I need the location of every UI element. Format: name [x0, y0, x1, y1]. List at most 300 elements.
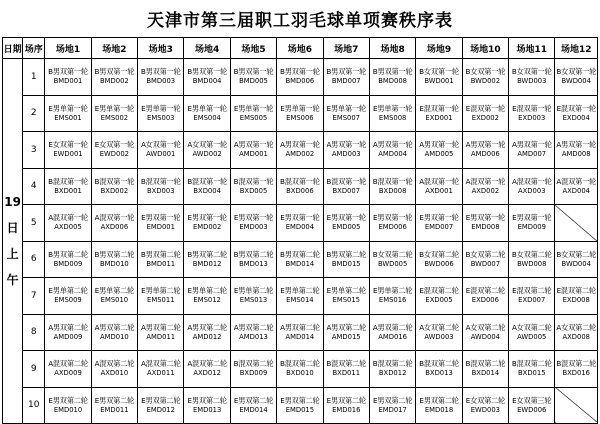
- match-event: E男单第二轮: [280, 286, 320, 296]
- match-code: EMS007: [332, 113, 360, 122]
- match-event: E男双第二轮: [280, 395, 320, 405]
- match-code: EWD006: [517, 405, 547, 414]
- match-cell: [184, 168, 230, 205]
- order-cell: 4: [23, 168, 45, 205]
- match-cell: [462, 314, 508, 351]
- match-cell: [138, 132, 184, 169]
- match-event: A混双第一轮: [511, 176, 552, 186]
- match-cell: [369, 241, 415, 278]
- match-code: EMS014: [286, 296, 314, 305]
- match-code: AXD011: [147, 369, 175, 378]
- match-cell: [184, 387, 230, 424]
- match-event: E混双第二轮: [512, 286, 552, 296]
- match-cell: [323, 132, 369, 169]
- match-event: B混双第二轮: [280, 359, 320, 369]
- match-cell: [509, 241, 555, 278]
- match-event: B男双第一轮: [280, 67, 320, 77]
- match-event: E男双第二轮: [419, 395, 459, 405]
- match-event: A混双第二轮: [94, 359, 135, 369]
- match-event: E混双第一轮: [556, 103, 596, 113]
- match-code: BXD015: [518, 369, 546, 378]
- match-code: EMS011: [147, 296, 175, 305]
- match-event: B女双第二轮: [511, 249, 552, 259]
- match-cell: [277, 314, 323, 351]
- match-code: AWD002: [192, 150, 222, 159]
- match-cell: [509, 132, 555, 169]
- match-cell: [91, 314, 137, 351]
- header-court-11: 场地11: [509, 38, 555, 59]
- match-event: E混双第一轮: [465, 103, 506, 113]
- match-cell: [277, 205, 323, 242]
- match-code: BXD003: [147, 186, 175, 195]
- match-cell: [416, 132, 462, 169]
- match-event: E男单第二轮: [373, 286, 413, 296]
- header-court-12: 场地12: [555, 38, 598, 59]
- match-event: E男双第二轮: [233, 395, 274, 405]
- match-code: EMD005: [332, 223, 361, 232]
- match-code: AMD012: [192, 332, 222, 341]
- match-event: E混双第一轮: [419, 103, 459, 113]
- match-cell: [138, 314, 184, 351]
- match-cell: [138, 205, 184, 242]
- match-code: BWD002: [470, 77, 501, 86]
- match-cell: [45, 59, 91, 96]
- match-event: B女双第二轮: [556, 249, 597, 259]
- match-code: EMS005: [239, 113, 268, 122]
- match-code: BXD010: [286, 369, 314, 378]
- match-code: BXD007: [332, 186, 361, 195]
- match-event: B男双第二轮: [280, 249, 320, 259]
- match-event: E男双第一轮: [187, 213, 227, 223]
- match-event: B男双第二轮: [233, 249, 274, 259]
- match-event: A男双第一轮: [511, 140, 552, 150]
- match-cell: [416, 278, 462, 315]
- match-code: AMD010: [100, 332, 129, 341]
- match-event: E男双第二轮: [94, 395, 135, 405]
- match-code: AMD007: [517, 150, 547, 159]
- match-cell: [323, 95, 369, 132]
- match-event: B混双第一轮: [187, 176, 227, 186]
- date-char: 日: [6, 221, 19, 235]
- header-court-10: 场地10: [462, 38, 508, 59]
- match-cell: [45, 387, 91, 424]
- match-code: AWD005: [517, 332, 547, 341]
- match-event: A女双第二轮: [511, 322, 552, 332]
- match-cell: [323, 278, 369, 315]
- match-code: AWD003: [424, 332, 454, 341]
- match-cell: [369, 205, 415, 242]
- match-event: A男双第二轮: [326, 322, 367, 332]
- match-event: E混双第二轮: [419, 286, 459, 296]
- match-cell: [555, 59, 598, 96]
- header-court-8: 场地8: [369, 38, 415, 59]
- header-court-9: 场地9: [416, 38, 462, 59]
- match-cell: [277, 168, 323, 205]
- match-cell: [230, 387, 276, 424]
- match-cell: [230, 278, 276, 315]
- match-cell: [509, 205, 555, 242]
- match-event: E男双第一轮: [280, 213, 320, 223]
- match-code: BMD007: [331, 77, 361, 86]
- match-event: B男双第一轮: [326, 67, 367, 77]
- match-event: E男双第一轮: [465, 213, 506, 223]
- match-event: A混双第一轮: [556, 176, 597, 186]
- match-event: E混双第二轮: [556, 286, 596, 296]
- header-row: [3, 38, 598, 59]
- match-event: A混双第二轮: [187, 359, 227, 369]
- match-cell: [45, 95, 91, 132]
- match-cell: [138, 95, 184, 132]
- match-event: B混双第一轮: [94, 176, 135, 186]
- match-cell: [138, 387, 184, 424]
- match-event: B女双第一轮: [556, 67, 597, 77]
- match-event: A男双第一轮: [233, 140, 274, 150]
- match-cell: [91, 168, 137, 205]
- match-code: EMD006: [378, 223, 407, 232]
- match-event: B混双第二轮: [233, 359, 274, 369]
- match-code: BXD004: [193, 186, 221, 195]
- match-event: B男双第一轮: [48, 67, 88, 77]
- match-code: BMD006: [285, 77, 315, 86]
- match-cell: [555, 351, 598, 388]
- match-cell: [277, 351, 323, 388]
- match-cell: [91, 351, 137, 388]
- match-event: B女双第二轮: [372, 249, 413, 259]
- match-code: EMD011: [100, 405, 129, 414]
- match-cell: [462, 205, 508, 242]
- match-event: A混双第一轮: [465, 176, 506, 186]
- match-code: BMD005: [239, 77, 268, 86]
- schedule-row: [3, 387, 598, 424]
- match-code: EWD003: [470, 405, 500, 414]
- order-cell: 5: [23, 205, 45, 242]
- match-code: EMD001: [146, 223, 175, 232]
- match-cell: [277, 278, 323, 315]
- match-cell: [323, 241, 369, 278]
- match-code: BXD014: [471, 369, 500, 378]
- match-code: EMD004: [285, 223, 315, 232]
- match-event: B男双第一轮: [94, 67, 135, 77]
- header-court-2: 场地2: [91, 38, 137, 59]
- match-event: A男双第一轮: [465, 140, 506, 150]
- match-code: BWD006: [424, 259, 454, 268]
- match-event: A男双第一轮: [556, 140, 597, 150]
- match-code: EXD006: [471, 296, 499, 305]
- match-event: B男双第二轮: [140, 249, 181, 259]
- match-code: BXD009: [239, 369, 268, 378]
- match-code: AXD005: [54, 223, 82, 232]
- match-event: A男双第二轮: [48, 322, 88, 332]
- match-cell: [462, 351, 508, 388]
- match-cell: [369, 95, 415, 132]
- match-code: EMS004: [193, 113, 221, 122]
- match-code: AXD003: [518, 186, 546, 195]
- header-court-4: 场地4: [184, 38, 230, 59]
- match-code: BWD007: [470, 259, 501, 268]
- match-code: EMS001: [54, 113, 82, 122]
- match-cell: [230, 351, 276, 388]
- match-code: EMS009: [54, 296, 82, 305]
- match-cell: [323, 205, 369, 242]
- match-code: EWD001: [53, 150, 83, 159]
- match-cell: [184, 278, 230, 315]
- match-event: E男单第一轮: [94, 103, 135, 113]
- match-code: AMD016: [378, 332, 407, 341]
- match-code: AMD009: [53, 332, 83, 341]
- match-cell: [462, 278, 508, 315]
- order-cell: 1: [23, 59, 45, 96]
- header-order: 场序: [23, 38, 45, 59]
- match-event: B混双第一轮: [372, 176, 413, 186]
- match-cell: [323, 351, 369, 388]
- match-cell: [509, 314, 555, 351]
- match-event: B男双第二轮: [326, 249, 367, 259]
- match-cell: [138, 278, 184, 315]
- match-event: B女双第一轮: [419, 67, 459, 77]
- match-event: B混双第二轮: [511, 359, 552, 369]
- header-court-1: 场地1: [45, 38, 91, 59]
- order-cell: 9: [23, 351, 45, 388]
- match-event: A女双第二轮: [419, 322, 459, 332]
- match-code: EMS002: [100, 113, 129, 122]
- match-event: E男单第二轮: [94, 286, 135, 296]
- match-code: AXD002: [471, 186, 500, 195]
- match-code: AXD010: [100, 369, 129, 378]
- match-event: A女双第二轮: [556, 322, 597, 332]
- match-cell: [462, 132, 508, 169]
- match-code: AMD014: [285, 332, 315, 341]
- match-event: E男单第二轮: [326, 286, 366, 296]
- match-cell: [462, 241, 508, 278]
- match-cell: [416, 59, 462, 96]
- match-code: AWD004: [470, 332, 500, 341]
- match-event: E女双第三轮: [512, 395, 552, 405]
- match-event: E男双第一轮: [373, 213, 413, 223]
- match-code: BMD012: [192, 259, 222, 268]
- match-cell: [509, 168, 555, 205]
- match-cell: [555, 95, 598, 132]
- match-event: E男双第一轮: [512, 213, 552, 223]
- match-cell: [323, 59, 369, 96]
- match-code: EXD002: [471, 113, 499, 122]
- match-cell: [416, 314, 462, 351]
- match-event: A男双第二轮: [187, 322, 227, 332]
- header-court-3: 场地3: [138, 38, 184, 59]
- match-event: B男双第一轮: [233, 67, 274, 77]
- match-event: A男双第一轮: [372, 140, 413, 150]
- match-cell: [45, 278, 91, 315]
- match-cell: [509, 351, 555, 388]
- match-event: B女双第二轮: [419, 249, 459, 259]
- match-cell: [369, 387, 415, 424]
- match-code: AXD008: [562, 332, 590, 341]
- match-event: E男单第二轮: [233, 286, 274, 296]
- match-event: A混双第一轮: [94, 213, 135, 223]
- match-cell: [369, 351, 415, 388]
- schedule-row: [3, 59, 598, 96]
- match-event: B混双第一轮: [48, 176, 88, 186]
- order-cell: 3: [23, 132, 45, 169]
- match-code: BMD009: [53, 259, 83, 268]
- match-event: B男双第二轮: [48, 249, 88, 259]
- date-cell: [3, 59, 23, 424]
- match-event: A混双第一轮: [48, 213, 88, 223]
- match-cell: [230, 168, 276, 205]
- match-cell: [555, 278, 598, 315]
- match-event: A女双第二轮: [465, 322, 506, 332]
- match-event: E男单第一轮: [233, 103, 274, 113]
- match-event: A混双第一轮: [419, 176, 459, 186]
- match-cell: [416, 241, 462, 278]
- match-code: BXD012: [378, 369, 407, 378]
- match-cell: [230, 95, 276, 132]
- match-event: A女双第一轮: [187, 140, 227, 150]
- match-event: B女双第一轮: [465, 67, 506, 77]
- match-event: B混双第二轮: [556, 359, 597, 369]
- match-event: B混双第一轮: [280, 176, 320, 186]
- order-cell: 10: [23, 387, 45, 424]
- match-event: B混双第一轮: [326, 176, 367, 186]
- header-court-7: 场地7: [323, 38, 369, 59]
- match-code: EXD004: [562, 113, 590, 122]
- match-cell: [45, 132, 91, 169]
- date-char: 上: [6, 247, 19, 261]
- match-code: EMS016: [378, 296, 407, 305]
- match-event: E混双第一轮: [512, 103, 552, 113]
- match-code: BMD008: [378, 77, 407, 86]
- match-cell: [277, 132, 323, 169]
- match-cell: [91, 205, 137, 242]
- match-event: E混双第二轮: [465, 286, 506, 296]
- match-code: AMD015: [331, 332, 361, 341]
- match-code: EXD003: [518, 113, 546, 122]
- match-event: E男单第二轮: [141, 286, 181, 296]
- match-cell: [184, 351, 230, 388]
- match-cell: [509, 59, 555, 96]
- match-code: BXD006: [286, 186, 314, 195]
- schedule-row: [3, 132, 598, 169]
- match-code: AMD001: [239, 150, 268, 159]
- match-code: BMD003: [146, 77, 176, 86]
- match-cell: [416, 205, 462, 242]
- header-court-5: 场地5: [230, 38, 276, 59]
- match-code: BXD008: [378, 186, 407, 195]
- match-cell: [138, 168, 184, 205]
- match-cell: [369, 132, 415, 169]
- match-cell: [184, 314, 230, 351]
- order-cell: 6: [23, 241, 45, 278]
- match-event: E男单第二轮: [187, 286, 227, 296]
- schedule-row: [3, 95, 598, 132]
- match-event: A男双第二轮: [140, 322, 181, 332]
- schedule-table: [2, 37, 598, 424]
- match-event: E男单第一轮: [326, 103, 366, 113]
- match-cell: [230, 241, 276, 278]
- match-code: EXD008: [562, 296, 590, 305]
- match-code: BXD001: [54, 186, 82, 195]
- match-cell: [230, 59, 276, 96]
- match-cell: [91, 387, 137, 424]
- match-cell: [230, 205, 276, 242]
- match-code: BMD013: [239, 259, 268, 268]
- match-event: E女双第一轮: [94, 140, 135, 150]
- match-event: A混双第二轮: [140, 359, 181, 369]
- match-event: E男双第一轮: [233, 213, 274, 223]
- match-code: AXD006: [100, 223, 129, 232]
- match-event: B男双第一轮: [372, 67, 413, 77]
- match-code: BXD013: [425, 369, 453, 378]
- match-code: BWD005: [377, 259, 408, 268]
- match-event: E男双第二轮: [141, 395, 181, 405]
- match-event: B混双第二轮: [372, 359, 413, 369]
- match-cell: [230, 132, 276, 169]
- match-event: A男双第一轮: [280, 140, 320, 150]
- match-cell: [416, 351, 462, 388]
- match-code: BMD014: [285, 259, 315, 268]
- match-code: AMD004: [378, 150, 407, 159]
- match-cell: [45, 314, 91, 351]
- match-cell: [509, 278, 555, 315]
- match-event: E男单第一轮: [373, 103, 413, 113]
- match-code: AMD013: [239, 332, 268, 341]
- match-cell: [462, 168, 508, 205]
- match-cell: [509, 387, 555, 424]
- match-event: E男单第一轮: [141, 103, 181, 113]
- match-cell: [45, 205, 91, 242]
- match-cell: [277, 59, 323, 96]
- match-event: A男双第二轮: [372, 322, 413, 332]
- match-code: EXD005: [425, 296, 453, 305]
- match-cell: [138, 241, 184, 278]
- match-cell: [184, 95, 230, 132]
- match-cell: [555, 314, 598, 351]
- match-cell: [462, 387, 508, 424]
- match-code: EMD017: [378, 405, 407, 414]
- match-code: BWD004: [561, 77, 591, 86]
- match-code: AMD005: [424, 150, 454, 159]
- match-event: B混双第二轮: [419, 359, 459, 369]
- match-cell: [369, 168, 415, 205]
- match-code: AXD001: [425, 186, 453, 195]
- match-cell: [462, 95, 508, 132]
- match-code: EMS010: [100, 296, 129, 305]
- match-cell: [555, 241, 598, 278]
- match-code: EMD014: [239, 405, 268, 414]
- match-code: EMD009: [517, 223, 546, 232]
- match-code: AWD001: [146, 150, 176, 159]
- match-event: E男双第二轮: [373, 395, 413, 405]
- match-code: BXD005: [239, 186, 268, 195]
- match-event: B男双第二轮: [187, 249, 227, 259]
- match-code: EXD001: [425, 113, 453, 122]
- match-code: AXD004: [562, 186, 590, 195]
- match-cell: [91, 95, 137, 132]
- match-code: AMD003: [331, 150, 361, 159]
- match-code: EMD018: [424, 405, 454, 414]
- match-cell: [369, 278, 415, 315]
- match-event: E男双第二轮: [187, 395, 227, 405]
- match-code: EMD007: [424, 223, 454, 232]
- match-cell: [91, 59, 137, 96]
- match-event: B混双第一轮: [140, 176, 181, 186]
- match-code: EMD013: [192, 405, 222, 414]
- match-event: B混双第一轮: [233, 176, 274, 186]
- match-code: BWD001: [424, 77, 454, 86]
- match-cell: [555, 132, 598, 169]
- match-cell: [323, 387, 369, 424]
- match-event: E男双第二轮: [326, 395, 366, 405]
- match-cell: [138, 59, 184, 96]
